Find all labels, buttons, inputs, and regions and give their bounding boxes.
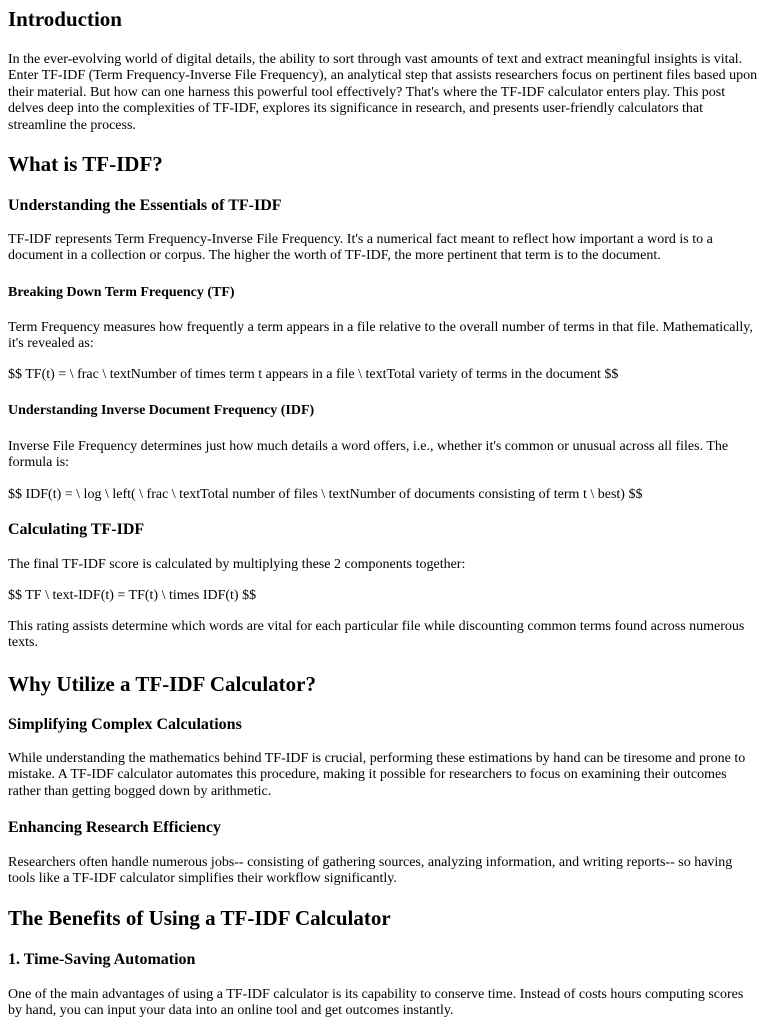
what-is-heading: What is TF-IDF? <box>8 152 163 176</box>
efficiency-paragraph: Researchers often handle numerous jobs-- consisting of gathering sources, analyzing information, and writing reports-- so having tools like a TF-IDF calculator simplifies their workflow significantly. <box>8 855 733 887</box>
calc-formula: $$ TF \ text-IDF(t) = TF(t) \ times IDF(t) $$ <box>8 588 257 603</box>
simplify-heading: Simplifying Complex Calculations <box>8 716 242 733</box>
why-heading: Why Utilize a TF-IDF Calculator? <box>8 672 316 696</box>
time-saving-heading: 1. Time-Saving Automation <box>8 951 196 968</box>
tf-heading: Breaking Down Term Frequency (TF) <box>8 285 235 300</box>
simplify-paragraph: While understanding the mathematics behind TF-IDF is crucial, performing these estimations by hand can be tiresome and prone to mistake. A TF-IDF calculator automates this procedure, making it possible for researchers to focus on examining their outcomes rather than getting bogged down by arithmetic. <box>8 751 746 799</box>
tf-formula: $$ TF(t) = \ frac \ textNumber of times term t appears in a file \ textTotal variety of terms in the document $$ <box>8 367 619 382</box>
idf-heading: Understanding Inverse Document Frequency (IDF) <box>8 403 315 418</box>
idf-paragraph: Inverse File Frequency determines just how much details a word offers, i.e., whether it's common or unusual across all files. The formula is: <box>8 439 729 471</box>
benefits-heading: The Benefits of Using a TF-IDF Calculator <box>8 906 391 930</box>
intro-paragraph: In the ever-evolving world of digital details, the ability to sort through vast amounts of text and extract meaningful insights is vital. Enter TF-IDF (Term Frequency-Inverse File Frequency), an analytical step that assists researchers focus on pertinent files based upon their material. But how can one harness this powerful tool effectively? That's where the TF-IDF calculator enters play. This post delves deep into the complexities of TF-IDF, explores its significance in research, and presents user-friendly calculators that streamline the process. <box>8 52 758 133</box>
intro-heading: Introduction <box>8 7 122 31</box>
calc-paragraph-2: This rating assists determine which words are vital for each particular file while discounting common terms found across numerous texts. <box>8 619 745 651</box>
idf-formula: $$ IDF(t) = \ log \ left( \ frac \ textTotal number of files \ textNumber of documents consisting of term t \ best) $$ <box>8 487 643 502</box>
efficiency-heading: Enhancing Research Efficiency <box>8 819 222 836</box>
essentials-heading: Understanding the Essentials of TF-IDF <box>8 197 282 214</box>
time-saving-paragraph: One of the main advantages of using a TF-IDF calculator is its capability to conserve time. Instead of costs hours computing scores by hand, you can input your data into an online tool and get outcomes instantly. <box>8 987 744 1019</box>
essentials-paragraph: TF-IDF represents Term Frequency-Inverse File Frequency. It's a numerical fact meant to reflect how important a word is to a document in a collection or corpus. The higher the worth of TF-IDF, the more pertinent that term is to the document. <box>8 232 713 264</box>
tf-paragraph: Term Frequency measures how frequently a term appears in a file relative to the overall number of terms in that file. Mathematically, it's revealed as: <box>8 320 753 352</box>
calc-paragraph: The final TF-IDF score is calculated by multiplying these 2 components together: <box>8 557 466 572</box>
calc-heading: Calculating TF-IDF <box>8 521 145 538</box>
